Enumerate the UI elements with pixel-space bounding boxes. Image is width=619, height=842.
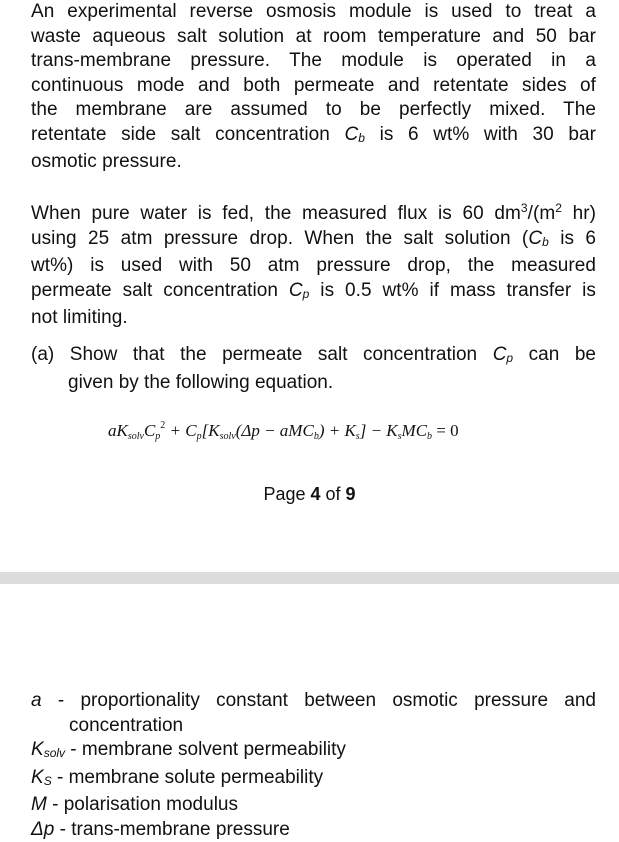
symbol: Δp: [31, 819, 54, 840]
concentration-symbol: C: [493, 344, 507, 365]
page-label: Page: [263, 484, 310, 504]
text: using 25 atm pressure drop. When the salt solution (: [31, 228, 528, 249]
text: is 6: [549, 228, 596, 249]
eq-term: (Δp − aMC: [236, 421, 314, 440]
symbol: K: [31, 767, 44, 788]
eq-term: + C: [165, 421, 196, 440]
para1-line: the membrane are assumed to be perfectly mixed. The: [31, 98, 596, 123]
eq-term: ) + K: [319, 421, 356, 440]
page-number: [0, 484, 619, 505]
subscript: p: [506, 351, 513, 365]
text: permeate salt concentration: [31, 280, 289, 301]
definition-ksolv: [31, 738, 596, 766]
definition-ks: [31, 766, 596, 794]
problem-paragraph-2: [31, 196, 596, 331]
definition-text: - proportionality constant between osmotic pressure and: [42, 690, 596, 711]
eq-term: [K: [202, 421, 220, 440]
definition-dp: [31, 818, 596, 842]
para2-line: wt%) is used with 50 atm pressure drop, the measured: [31, 254, 596, 279]
eq-subscript: solv: [128, 431, 144, 442]
definition-text: - trans-membrane pressure: [54, 819, 289, 840]
superscript: 2: [555, 201, 562, 215]
para1-line: continuous mode and both permeate and retentate sides of: [31, 74, 596, 99]
definition-text: - membrane solute permeability: [52, 767, 323, 788]
para1-line: An experimental reverse osmosis module is used to treat a: [31, 0, 596, 25]
text: retentate side salt concentration: [31, 124, 344, 145]
para2-line: [31, 196, 596, 227]
eq-subscript: b: [427, 431, 432, 442]
permeate-concentration-equation: [108, 420, 459, 442]
text: (a) Show that the permeate salt concentration: [31, 344, 493, 365]
eq-subscript: p: [155, 431, 160, 442]
eq-term: MC: [402, 421, 428, 440]
eq-subscript: s: [398, 431, 402, 442]
definition-a-cont: concentration: [31, 714, 596, 739]
concentration-symbol: C: [528, 228, 542, 249]
para1-line: osmotic pressure.: [31, 150, 596, 175]
para1-line: [31, 123, 596, 151]
eq-term: ] − K: [360, 421, 398, 440]
symbol-subscript: S: [44, 774, 52, 788]
text: is 0.5 wt% if mass transfer is: [309, 280, 596, 301]
text: can be: [513, 344, 596, 365]
current-page: 4: [311, 484, 321, 504]
subscript: p: [303, 287, 310, 301]
para2-line: [31, 227, 596, 255]
text: is 6 wt% with 30 bar: [365, 124, 596, 145]
symbol-definitions: [31, 689, 596, 842]
total-pages: 9: [346, 484, 356, 504]
eq-term: C: [144, 421, 155, 440]
concentration-symbol: C: [289, 280, 303, 301]
definition-text: - polarisation modulus: [47, 794, 238, 815]
eq-superscript: 2: [160, 420, 165, 431]
eq-subscript: p: [197, 431, 202, 442]
page-of: of: [321, 484, 346, 504]
eq-term: = 0: [432, 421, 459, 440]
question-a: [31, 343, 596, 395]
para1-line: trans-membrane pressure. The module is operated in a: [31, 49, 596, 74]
eq-subscript: s: [356, 431, 360, 442]
eq-term: aK: [108, 421, 128, 440]
concentration-symbol: C: [344, 124, 358, 145]
page-separator: [0, 572, 619, 584]
eq-subscript: b: [314, 431, 319, 442]
eq-subscript: solv: [220, 431, 236, 442]
problem-paragraph-1: [31, 0, 596, 175]
para2-line: [31, 279, 596, 307]
definition-m: [31, 793, 596, 818]
superscript: 3: [521, 201, 528, 215]
question-a-line-1: [31, 343, 596, 371]
symbol-subscript: solv: [44, 746, 65, 760]
text: hr): [562, 203, 596, 224]
symbol: a: [31, 690, 42, 711]
para1-line: waste aqueous salt solution at room temperature and 50 bar: [31, 25, 596, 50]
definition-a: [31, 689, 596, 714]
question-a-line-2: given by the following equation.: [31, 371, 596, 396]
subscript: b: [542, 235, 549, 249]
definition-text: - membrane solvent permeability: [65, 739, 346, 760]
symbol: M: [31, 794, 47, 815]
para2-line: not limiting.: [31, 306, 596, 331]
subscript: b: [358, 131, 365, 145]
text: When pure water is fed, the measured flux is 60 dm: [31, 203, 521, 224]
text: /(m: [528, 203, 556, 224]
symbol: K: [31, 739, 44, 760]
